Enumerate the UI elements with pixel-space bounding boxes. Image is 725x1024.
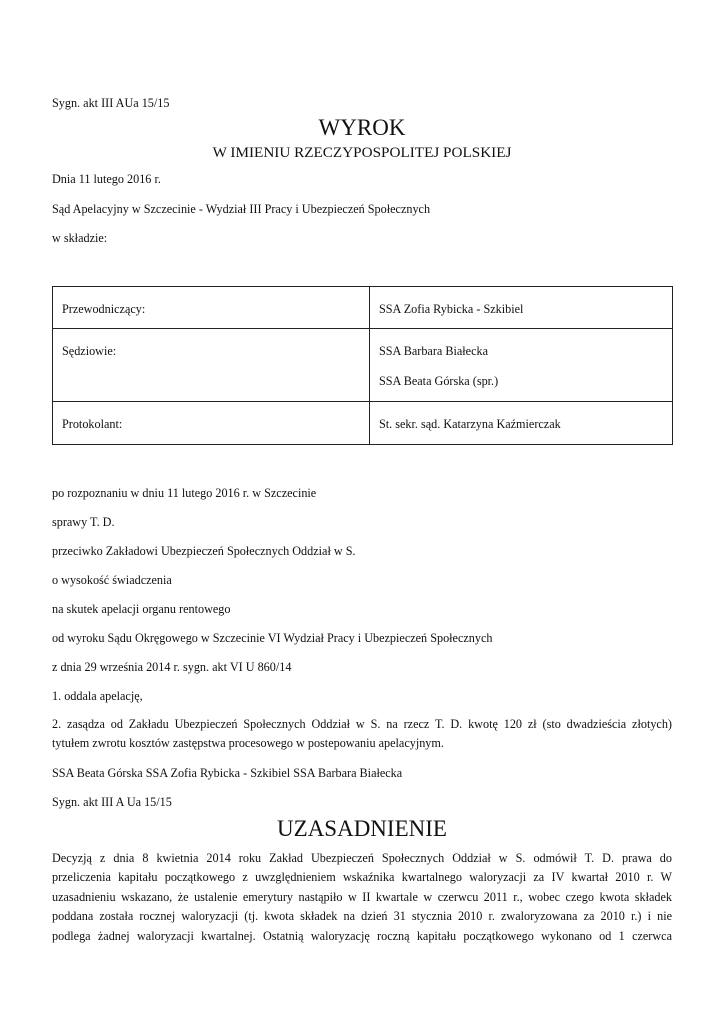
panel-role: Przewodniczący: <box>62 302 146 316</box>
panel-role: Protokolant: <box>62 417 123 431</box>
reasons-title: UZASADNIENIE <box>277 816 447 841</box>
panel-row-chair <box>53 287 673 329</box>
ruling-point-2-line: 2. zasądza od Zakładu Ubezpieczeń Społecznych Oddział w S. na rzecz T. D. kwotę 120 zł (sto dwadzieścia złotych) <box>52 717 672 731</box>
panel-role: Sędziowie: <box>62 344 117 358</box>
body-line: przeciwko Zakładowi Ubezpieczeń Społecznych Oddział w S. <box>52 544 356 558</box>
panel-name: SSA Barbara Białecka <box>379 344 488 358</box>
body-line: od wyroku Sądu Okręgowego w Szczecinie VI Wydział Pracy i Ubezpieczeń Społecznych <box>52 631 493 645</box>
court-panel-table <box>52 286 673 445</box>
reasons-line: przeliczenia kapitału początkowego z uwzględnieniem wskaźnika kwartalnego waloryzacji za IV kwartał 2010 r. W <box>52 870 672 885</box>
reasons-line: uzasadnieniu wskazano, że ustalenie emerytury nastąpiło w II kwartale w czerwcu 2011 r., wobec czego kwota składek <box>52 889 672 904</box>
panel-name: SSA Beata Górska (spr.) <box>379 374 499 388</box>
body-line: z dnia 29 września 2014 r. sygn. akt VI U 860/14 <box>52 660 292 674</box>
judgment-subtitle: W IMIENIU RZECZYPOSPOLITEJ POLSKIEJ <box>212 144 512 161</box>
composition-label: w składzie: <box>52 231 108 245</box>
judgment-date: Dnia 11 lutego 2016 r. <box>52 172 161 186</box>
judgment-title: WYROK <box>318 115 406 140</box>
panel-name: St. sekr. sąd. Katarzyna Kaźmierczak <box>379 417 561 431</box>
body-line: sprawy T. D. <box>52 515 115 529</box>
reasons-paragraph <box>52 849 672 946</box>
case-number: Sygn. akt III AUa 15/15 <box>52 96 170 110</box>
body-line: o wysokość świadczenia <box>52 573 172 587</box>
panel-row-judges <box>53 329 673 402</box>
case-number-2: Sygn. akt III A Ua 15/15 <box>52 795 172 809</box>
reasons-line: Decyzją z dnia 8 kwietnia 2014 roku Zakład Ubezpieczeń Społecznych Oddział w S. odmówił T. D. prawa do <box>52 851 672 865</box>
ruling-point-1: 1. oddala apelację, <box>52 689 143 703</box>
reasons-line: poddana została rocznej waloryzacji (tj. kwota składek na dzień 31 stycznia 2010 r. zwaloryzowana za 2010 r.) i nie <box>52 909 672 924</box>
panel-name: SSA Zofia Rybicka - Szkibiel <box>379 302 524 316</box>
reasons-line: podlega żadnej waloryzacji kwartalnej. Ostatnią waloryzację roczną kapitału początkowego wykonano od 1 czerwca <box>52 928 672 943</box>
ruling-point-2-line: tytułem zwrotu kosztów zastępstwa procesowego w postepowaniu apelacyjnym. <box>52 736 444 751</box>
signatures: SSA Beata Górska SSA Zofia Rybicka - Szkibiel SSA Barbara Białecka <box>52 766 403 780</box>
body-line: po rozpoznaniu w dniu 11 lutego 2016 r. w Szczecinie <box>52 486 317 500</box>
court-name: Sąd Apelacyjny w Szczecinie - Wydział III Pracy i Ubezpieczeń Społecznych <box>52 202 431 216</box>
panel-row-clerk <box>53 402 673 445</box>
body-line: na skutek apelacji organu rentowego <box>52 602 231 616</box>
ruling-point-2 <box>52 715 672 754</box>
